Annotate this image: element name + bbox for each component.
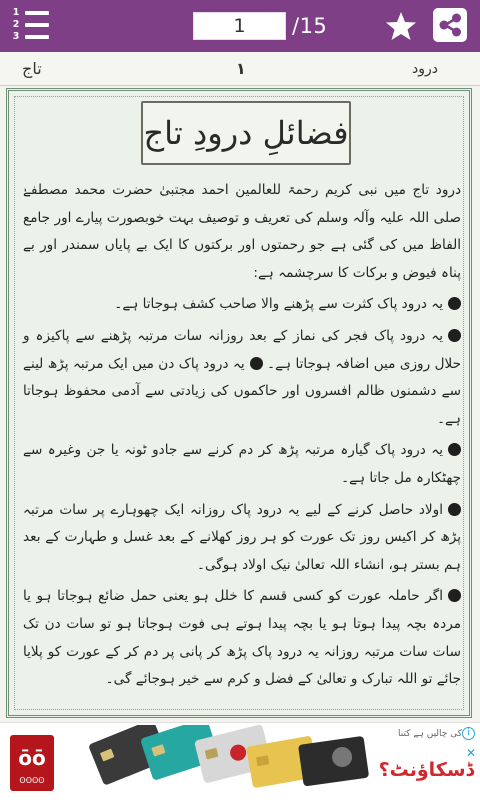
intro-paragraph: درود تاج میں نبی کریم رحمۃ للعالمین احمد مجتبیٰ حضرت محمد مصطفےٰ صلی اللہ علیہ وآلہ وسلم کی تعریف و توصیف بہت خوبصورت پیارے اور جامع الفاظ میں کی گئی ہے جو رحمتوں اور برکتوں کا ایک بے پایاں سمندر اور بے پناہ فیوض و برکات کا سرچشمہ ہے:: [23, 182, 461, 281]
bullet-icon: [250, 357, 263, 370]
menu-line: [25, 11, 49, 15]
scanned-page[interactable]: [0, 52, 480, 722]
header-page-number: ۱: [236, 59, 246, 78]
list-item-text: یہ درود پاک دن میں ایک مرتبہ پڑھ لینے سے دشمنوں ظالم افسروں اور حاکموں کی زیادتی سے آدمی محفوظ ہوجاتا ہے۔: [23, 355, 461, 427]
menu-line: [25, 35, 49, 39]
page-title: فضائلِ درودِ تاج: [143, 114, 349, 152]
page-total: /15: [292, 14, 328, 38]
logo-mark: ōō: [18, 746, 46, 770]
ad-headline[interactable]: ڈسکاؤنٹ؟: [378, 759, 474, 781]
logo-sub: ʘʘʘʘ: [19, 776, 45, 785]
menu-number: 1: [12, 7, 20, 18]
close-icon[interactable]: ✕: [466, 746, 477, 760]
star-icon: [384, 9, 418, 43]
menu-number: 2: [12, 19, 20, 30]
favorite-button[interactable]: [384, 9, 418, 43]
page-number-input[interactable]: 1: [193, 12, 286, 40]
page-frame: [6, 88, 472, 718]
brand-logo[interactable]: [10, 735, 54, 791]
list-item-text: یہ درود پاک گیارہ مرتبہ پڑھ کر دم کرنے سے جادو ٹونہ یا جن وغیرہ سے چھٹکارہ مل جاتا ہے۔: [23, 442, 461, 486]
header-right-text: درود: [412, 61, 438, 77]
bullet-icon: [448, 443, 461, 456]
info-icon[interactable]: i: [462, 727, 475, 740]
top-toolbar: [0, 0, 480, 52]
bullet-icon: [448, 297, 461, 310]
bullet-icon: [448, 329, 461, 342]
list-item-text: یہ درود پاک فجر کی نماز کے بعد روزانہ سات مرتبہ پڑھنے سے پاکیزہ و حلال روزی میں اضافہ ہوجاتا ہے۔: [23, 327, 462, 372]
share-icon: [433, 8, 467, 42]
list-item: [23, 437, 461, 492]
list-item-text: یہ درود پاک کثرت سے پڑھنے والا صاحب کشف ہوجاتا ہے۔: [114, 296, 443, 313]
header-left-text: تاج: [22, 59, 42, 78]
list-item: [23, 291, 461, 319]
ad-banner[interactable]: [0, 722, 480, 800]
share-button[interactable]: [433, 8, 467, 42]
menu-number: 3: [12, 31, 20, 42]
title-banner: [141, 101, 351, 165]
logo-icon: [10, 735, 54, 791]
page-header: [0, 52, 480, 86]
list-item-text: اولاد حاصل کرنے کے لیے یہ درود پاک روزانہ ایک چھوہارے پر سات مرتبہ پڑھ کر اکیس روز تک عورت کو ہر روز کھلانے کے بعد غسل و طہارت کے بعد ہم بستر ہو، انشاء اللہ تعالیٰ نیک اولاد ہوگی۔: [23, 501, 461, 573]
list-item: [23, 323, 461, 433]
bullet-icon: [448, 503, 461, 516]
menu-button[interactable]: [10, 6, 52, 46]
list-item: [23, 583, 461, 693]
list-item: [23, 497, 461, 580]
ad-cards-image[interactable]: [78, 725, 378, 800]
credit-cards-image: [78, 725, 378, 800]
ad-small-text: کی چالیں ہے کتنا: [398, 729, 462, 739]
article-body: [23, 177, 461, 698]
list-item-text: اگر حاملہ عورت کو کسی قسم کا خلل ہو یعنی حمل ضائع ہوجاتا ہو یا مردہ بچہ پیدا ہوتا ہو یا بچہ پیدا ہوتے ہی فوت ہوجاتا ہو تو سات دن تک سات سات مرتبہ روزانہ یہ درود پاک پڑھ کر پانی پر دم کر کے عورت کو پلایا جائے تو اللہ تبارک و تعالیٰ کے فضل و کرم سے خیر ہوجائے گی۔: [23, 588, 461, 688]
numbered-list-icon: [10, 7, 22, 43]
bullet-icon: [448, 589, 461, 602]
menu-line: [25, 23, 49, 27]
